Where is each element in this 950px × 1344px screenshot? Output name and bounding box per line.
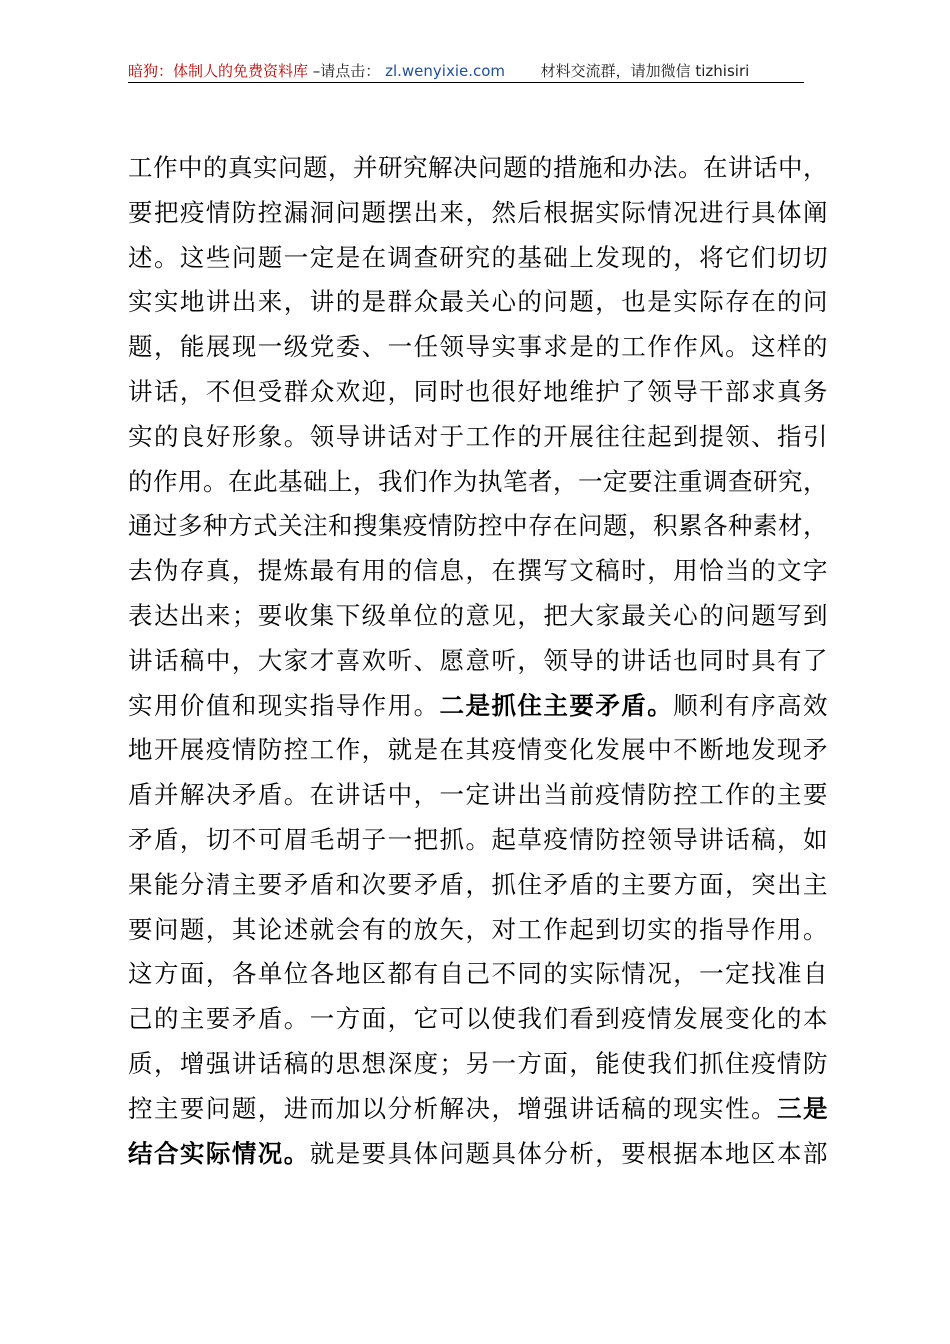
body-line: 要把疫情防控漏洞问题摆出来，然后根据实际情况进行具体阐 xyxy=(128,197,828,227)
body-line: 实实地讲出来，讲的是群众最关心的问题，也是实际存在的问 xyxy=(128,287,828,317)
section-heading-three: 结合实际情况。 xyxy=(128,1138,310,1168)
body-line: 去伪存真，提炼最有用的信息，在撰写文稿时，用恰当的文字 xyxy=(128,556,828,586)
body-line: 己的主要矛盾。一方面，它可以使我们看到疫情发展变化的本 xyxy=(128,1004,828,1034)
body-line: 地开展疫情防控工作，就是在其疫情变化发展中不断地发现矛 xyxy=(128,735,828,765)
body-line: 矛盾，切不可眉毛胡子一把抓。起草疫情防控领导讲话稿，如 xyxy=(128,824,828,854)
section-heading-three: 三是 xyxy=(777,1093,829,1123)
body-line: 实的良好形象。领导讲话对于工作的开展往往起到提领、指引 xyxy=(128,421,828,451)
body-line: 的作用。在此基础上，我们作为执笔者，一定要注重调查研究， xyxy=(128,466,828,496)
body-text: 实用价值和现实指导作用。 xyxy=(128,690,440,720)
body-line: 讲话稿中，大家才喜欢听、愿意听，领导的讲话也同时具有了 xyxy=(128,645,828,675)
document-body xyxy=(128,146,828,1176)
header-url-link[interactable]: zl.wenyixie.com xyxy=(385,62,506,80)
body-line: 工作中的真实问题，并研究解决问题的措施和办法。在讲话中， xyxy=(128,153,828,182)
body-line: 述。这些问题一定是在调查研究的基础上发现的，将它们切切 xyxy=(128,242,828,272)
header-contact-text: 材料交流群，请加微信 tizhisiri xyxy=(540,62,750,80)
body-text: 控主要问题，进而加以分析解决，增强讲话稿的现实性。 xyxy=(128,1093,778,1123)
body-line xyxy=(128,1132,828,1177)
section-heading-two: 二是抓住主要矛盾。 xyxy=(439,690,674,720)
header-promo-label: 暗狗：体制人的免费资料库 xyxy=(128,62,309,80)
body-line: 果能分清主要矛盾和次要矛盾，抓住矛盾的主要方面，突出主 xyxy=(128,869,828,899)
body-line: 盾并解决矛盾。在讲话中，一定讲出当前疫情防控工作的主要 xyxy=(128,780,828,810)
body-line xyxy=(128,1087,828,1132)
body-line xyxy=(128,684,828,729)
body-line: 质，增强讲话稿的思想深度；另一方面，能使我们抓住疫情防 xyxy=(128,1048,828,1078)
body-line: 要问题，其论述就会有的放矢，对工作起到切实的指导作用。 xyxy=(128,914,828,944)
page-header xyxy=(128,58,804,84)
body-text: 顺利有序高效 xyxy=(673,690,829,720)
body-text: 就是要具体问题具体分析，要根据本地区本部 xyxy=(309,1138,829,1168)
header-divider xyxy=(128,82,804,83)
body-line: 这方面，各单位各地区都有自己不同的实际情况，一定找准自 xyxy=(128,959,828,989)
body-line: 通过多种方式关注和搜集疫情防控中存在问题，积累各种素材， xyxy=(128,511,828,541)
body-line: 表达出来；要收集下级单位的意见，把大家最关心的问题写到 xyxy=(128,600,828,630)
body-line: 题，能展现一级党委、一任领导实事求是的工作作风。这样的 xyxy=(128,332,828,362)
body-line: 讲话，不但受群众欢迎，同时也很好地维护了领导干部求真务 xyxy=(128,376,828,406)
header-click-label: –请点击： xyxy=(312,62,381,80)
